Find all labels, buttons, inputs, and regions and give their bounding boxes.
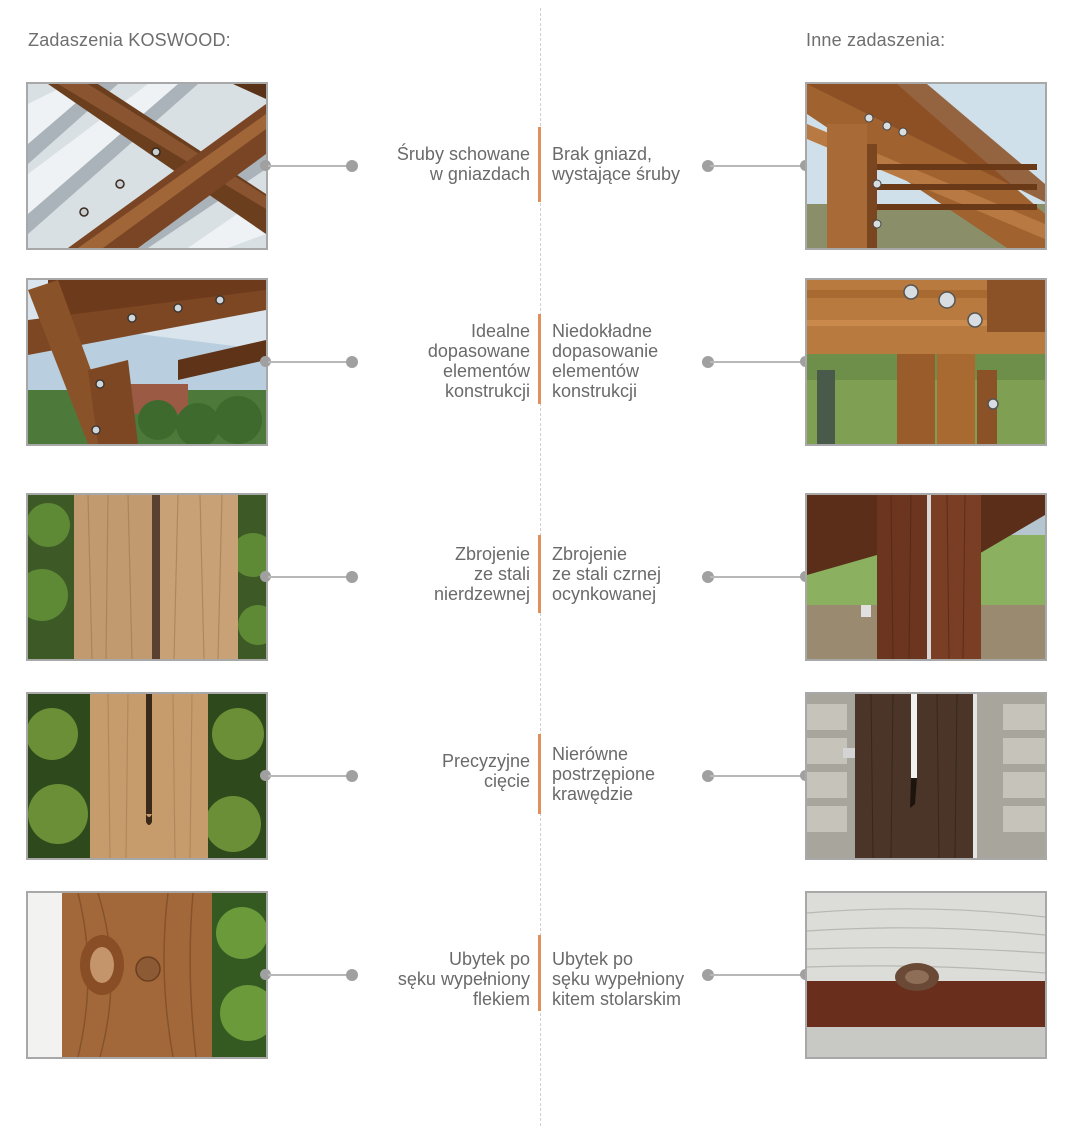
- accent-bar: [538, 314, 541, 404]
- other-feature-label: Nierówne postrzępione krawędzie: [552, 744, 656, 804]
- koswood-feature-label: Precyzyjne cięcie: [441, 751, 530, 791]
- connector-left: [260, 160, 360, 172]
- photo-koswood-precise-fit: [26, 278, 268, 446]
- photo-koswood-hidden-screws: [26, 82, 268, 250]
- connector-right: [702, 969, 814, 981]
- photo-other-ragged-edges: [805, 692, 1047, 860]
- koswood-feature-label: Śruby schowane w gniazdach: [396, 144, 530, 184]
- connector-right: [702, 160, 814, 172]
- connector-right: [702, 571, 814, 583]
- connector-left: [260, 356, 360, 368]
- accent-bar: [538, 734, 541, 814]
- photo-other-protruding-screws: [805, 82, 1047, 250]
- connector-left: [260, 969, 360, 981]
- connector-right: [702, 770, 814, 782]
- comparison-row-screws: [0, 82, 1080, 250]
- comparison-row-fit: [0, 278, 1080, 446]
- comparison-row-knot: [0, 891, 1080, 1059]
- photo-koswood-precise-cut: [26, 692, 268, 860]
- connector-right: [702, 356, 814, 368]
- photo-other-inaccurate-fit: [805, 278, 1047, 446]
- other-feature-label: Niedokładne dopasowanie elementów konstrukcji: [552, 321, 659, 401]
- koswood-feature-label: Zbrojenie ze stali nierdzewnej: [433, 544, 530, 604]
- other-feature-label: Brak gniazd, wystające śruby: [552, 144, 681, 184]
- comparison-row-reinforcement: [0, 493, 1080, 661]
- photo-koswood-stainless-steel: [26, 493, 268, 661]
- koswood-feature-label: Idealne dopasowane elementów konstrukcji: [427, 321, 530, 401]
- connector-left: [260, 770, 360, 782]
- koswood-feature-label: Ubytek po sęku wypełniony flekiem: [397, 949, 530, 1009]
- other-feature-label: Zbrojenie ze stali czrnej ocynkowanej: [552, 544, 662, 604]
- photo-other-wood-putty: [805, 891, 1047, 1059]
- connector-left: [260, 571, 360, 583]
- photo-koswood-knot-plug: [26, 891, 268, 1059]
- photo-other-galvanized-steel: [805, 493, 1047, 661]
- accent-bar: [538, 935, 541, 1011]
- accent-bar: [538, 535, 541, 613]
- other-feature-label: Ubytek po sęku wypełniony kitem stolarskim: [552, 949, 685, 1009]
- other-roofs-header: Inne zadaszenia:: [806, 30, 946, 50]
- accent-bar: [538, 127, 541, 202]
- koswood-header: Zadaszenia KOSWOOD:: [28, 30, 231, 50]
- comparison-row-cutting: [0, 692, 1080, 860]
